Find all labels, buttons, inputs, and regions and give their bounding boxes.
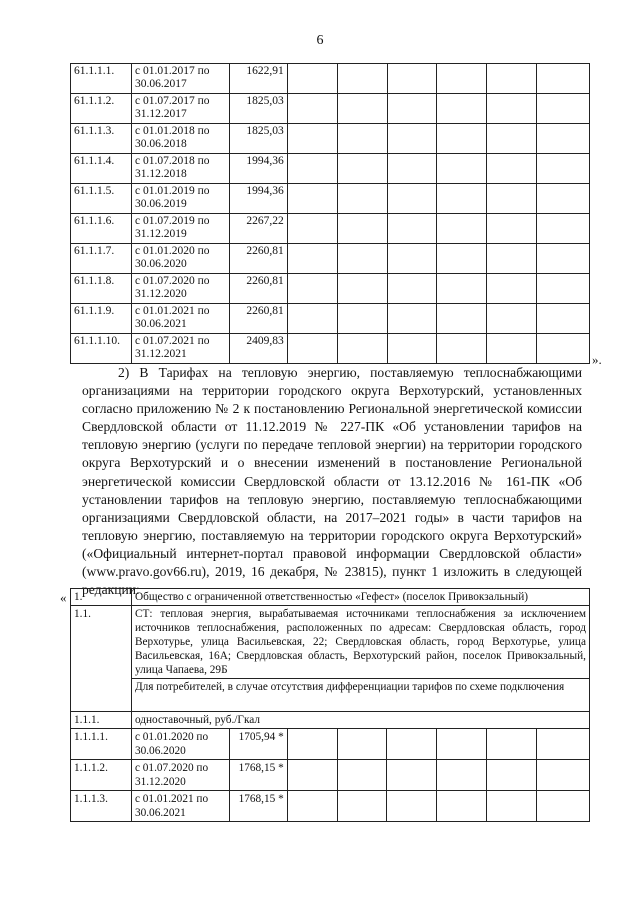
table-row [71,274,590,304]
ct-code: 1.1. [71,606,132,712]
row-code: 1.1.1.3. [71,791,132,822]
empty-cell [387,791,437,822]
row-code: 61.1.1.2. [71,94,132,124]
empty-cell [537,729,590,760]
empty-cell [487,154,537,184]
empty-cell [437,124,487,154]
ct-row [71,606,590,679]
row-value: 2260,81 [229,304,287,334]
empty-cell [387,64,437,94]
rate-row [71,712,590,729]
empty-cell [337,94,387,124]
row-value: 1994,36 [229,184,287,214]
empty-cell [287,64,337,94]
empty-cell [437,154,487,184]
row-period: с 01.01.2020 по 30.06.2020 [131,729,229,760]
empty-cell [287,184,337,214]
row-period: с 01.07.2021 по 31.12.2021 [131,334,229,364]
empty-cell [387,274,437,304]
row-value: 2260,81 [229,274,287,304]
row-value: 1825,03 [229,124,287,154]
row-period: с 01.01.2021 по 30.06.2021 [131,304,229,334]
rate-code: 1.1.1. [71,712,132,729]
row-value: 1994,36 [229,154,287,184]
empty-cell [487,729,537,760]
row-code: 61.1.1.7. [71,244,132,274]
empty-cell [487,760,537,791]
empty-cell [537,274,590,304]
consumers-row [71,679,590,712]
row-period: с 01.01.2019 по 30.06.2019 [131,184,229,214]
empty-cell [437,184,487,214]
empty-cell [487,184,537,214]
empty-cell [437,304,487,334]
row-code: 61.1.1.6. [71,214,132,244]
empty-cell [437,791,487,822]
empty-cell [487,334,537,364]
row-period: с 01.07.2020 по 31.12.2020 [131,760,229,791]
empty-cell [487,304,537,334]
row-code: 61.1.1.10. [71,334,132,364]
empty-cell [287,729,337,760]
empty-cell [337,214,387,244]
empty-cell [387,244,437,274]
org-code: 1. [71,589,132,606]
empty-cell [287,274,337,304]
empty-cell [437,244,487,274]
table-row [71,214,590,244]
empty-cell [487,64,537,94]
tariff-table-new [70,588,590,822]
empty-cell [437,214,487,244]
empty-cell [337,124,387,154]
empty-cell [337,64,387,94]
org-name: Общество с ограниченной ответственностью «Гефест» (поселок Привокзальный) [131,589,589,606]
empty-cell [387,184,437,214]
row-value: 1768,15 * [229,791,287,822]
empty-cell [487,274,537,304]
empty-cell [487,791,537,822]
empty-cell [537,214,590,244]
empty-cell [537,124,590,154]
empty-cell [537,760,590,791]
ct-text: СТ: тепловая энергия, вырабатываемая источниками теплоснабжения за исключением источников теплоснабжения, расположенных по адресам: Свердловская область, город Верхотурье, улица Васильевская, 22; Свердловская область, город Верхотурье, улица Васильевская, 16А; Свердловская область, Верхотурский район, поселок Привокзальный, улица Чапаева, 29Б [131,606,589,679]
empty-cell [387,124,437,154]
empty-cell [337,184,387,214]
row-period: с 01.07.2018 по 31.12.2018 [131,154,229,184]
empty-cell [287,154,337,184]
row-period: с 01.07.2019 по 31.12.2019 [131,214,229,244]
empty-cell [337,304,387,334]
empty-cell [287,760,337,791]
empty-cell [537,304,590,334]
row-value: 1768,15 * [229,760,287,791]
table-row [71,334,590,364]
rate-text: одноставочный, руб./Гкал [131,712,589,729]
empty-cell [437,760,487,791]
org-row [71,589,590,606]
empty-cell [287,244,337,274]
empty-cell [537,154,590,184]
table-row [71,184,590,214]
empty-cell [287,94,337,124]
row-code: 61.1.1.4. [71,154,132,184]
empty-cell [387,334,437,364]
row-value: 1705,94 * [229,729,287,760]
table-row [71,729,590,760]
row-period: с 01.07.2017 по 31.12.2017 [131,94,229,124]
row-code: 1.1.1.2. [71,760,132,791]
empty-cell [387,94,437,124]
empty-cell [437,64,487,94]
empty-cell [537,334,590,364]
empty-cell [387,154,437,184]
tariff-table-continued [70,63,590,364]
row-value: 2267,22 [229,214,287,244]
empty-cell [537,244,590,274]
empty-cell [387,304,437,334]
row-period: с 01.01.2021 по 30.06.2021 [131,791,229,822]
empty-cell [537,791,590,822]
table-row [71,154,590,184]
empty-cell [337,791,387,822]
row-code: 61.1.1.9. [71,304,132,334]
empty-cell [337,274,387,304]
empty-cell [287,334,337,364]
table-row [71,94,590,124]
empty-cell [437,94,487,124]
empty-cell [487,94,537,124]
empty-cell [287,214,337,244]
row-value: 2409,83 [229,334,287,364]
row-code: 61.1.1.5. [71,184,132,214]
empty-cell [287,791,337,822]
empty-cell [387,760,437,791]
row-period: с 01.01.2018 по 30.06.2018 [131,124,229,154]
row-code: 61.1.1.8. [71,274,132,304]
row-code: 61.1.1.3. [71,124,132,154]
amendment-paragraph [82,364,582,599]
table-row [71,124,590,154]
empty-cell [337,334,387,364]
table-row [71,760,590,791]
table-row [71,244,590,274]
closing-quote: ». [592,352,602,367]
row-period: с 01.01.2017 по 30.06.2017 [131,64,229,94]
empty-cell [387,214,437,244]
empty-cell [287,124,337,154]
row-period: с 01.01.2020 по 30.06.2020 [131,244,229,274]
row-value: 1825,03 [229,94,287,124]
empty-cell [487,214,537,244]
empty-cell [537,94,590,124]
empty-cell [437,334,487,364]
paragraph-text: 2) В Тарифах на тепловую энергию, поставляемую теплоснабжающими организациями на территории городского округа Верхотурский, установленных согласно приложению № 2 к постановлению Региональной энергетической комиссии Свердловской области от 11.12.2019 № 227-ПК «Об установлении тарифов на тепловую энергию (услуги по передаче тепловой энергии) на территории городского округа Верхотурский и о внесении изменений в постановление Региональной энергетической комиссии Свердловской области от 13.12.2016 № 161-ПК «Об установлении тарифов на тепловую энергию, поставляемую теплоснабжающими организациями Свердловской области, на 2017–2021 годы» в части тарифов на тепловую энергию, поставляемую на территории городского округа Верхотурский» («Официальный интернет-портал правовой информации Свердловской области» (www.pravo.gov66.ru), 2019, 16 декабря, № 23815), пункт 1 изложить в следующей редакции: [82,365,582,598]
row-value: 1622,91 [229,64,287,94]
empty-cell [537,64,590,94]
table-row [71,64,590,94]
row-code: 1.1.1.1. [71,729,132,760]
row-value: 2260,81 [229,244,287,274]
empty-cell [487,244,537,274]
row-code: 61.1.1.1. [71,64,132,94]
empty-cell [437,274,487,304]
opening-quote: « [60,590,67,605]
empty-cell [387,729,437,760]
consumers-text: Для потребителей, в случае отсутствия дифференциации тарифов по схеме подключения [131,679,589,712]
empty-cell [537,184,590,214]
empty-cell [337,154,387,184]
empty-cell [287,304,337,334]
empty-cell [337,244,387,274]
table-row [71,304,590,334]
row-period: с 01.07.2020 по 31.12.2020 [131,274,229,304]
empty-cell [437,729,487,760]
empty-cell [337,729,387,760]
empty-cell [487,124,537,154]
empty-cell [337,760,387,791]
table-row [71,791,590,822]
page-number: 6 [316,33,324,48]
